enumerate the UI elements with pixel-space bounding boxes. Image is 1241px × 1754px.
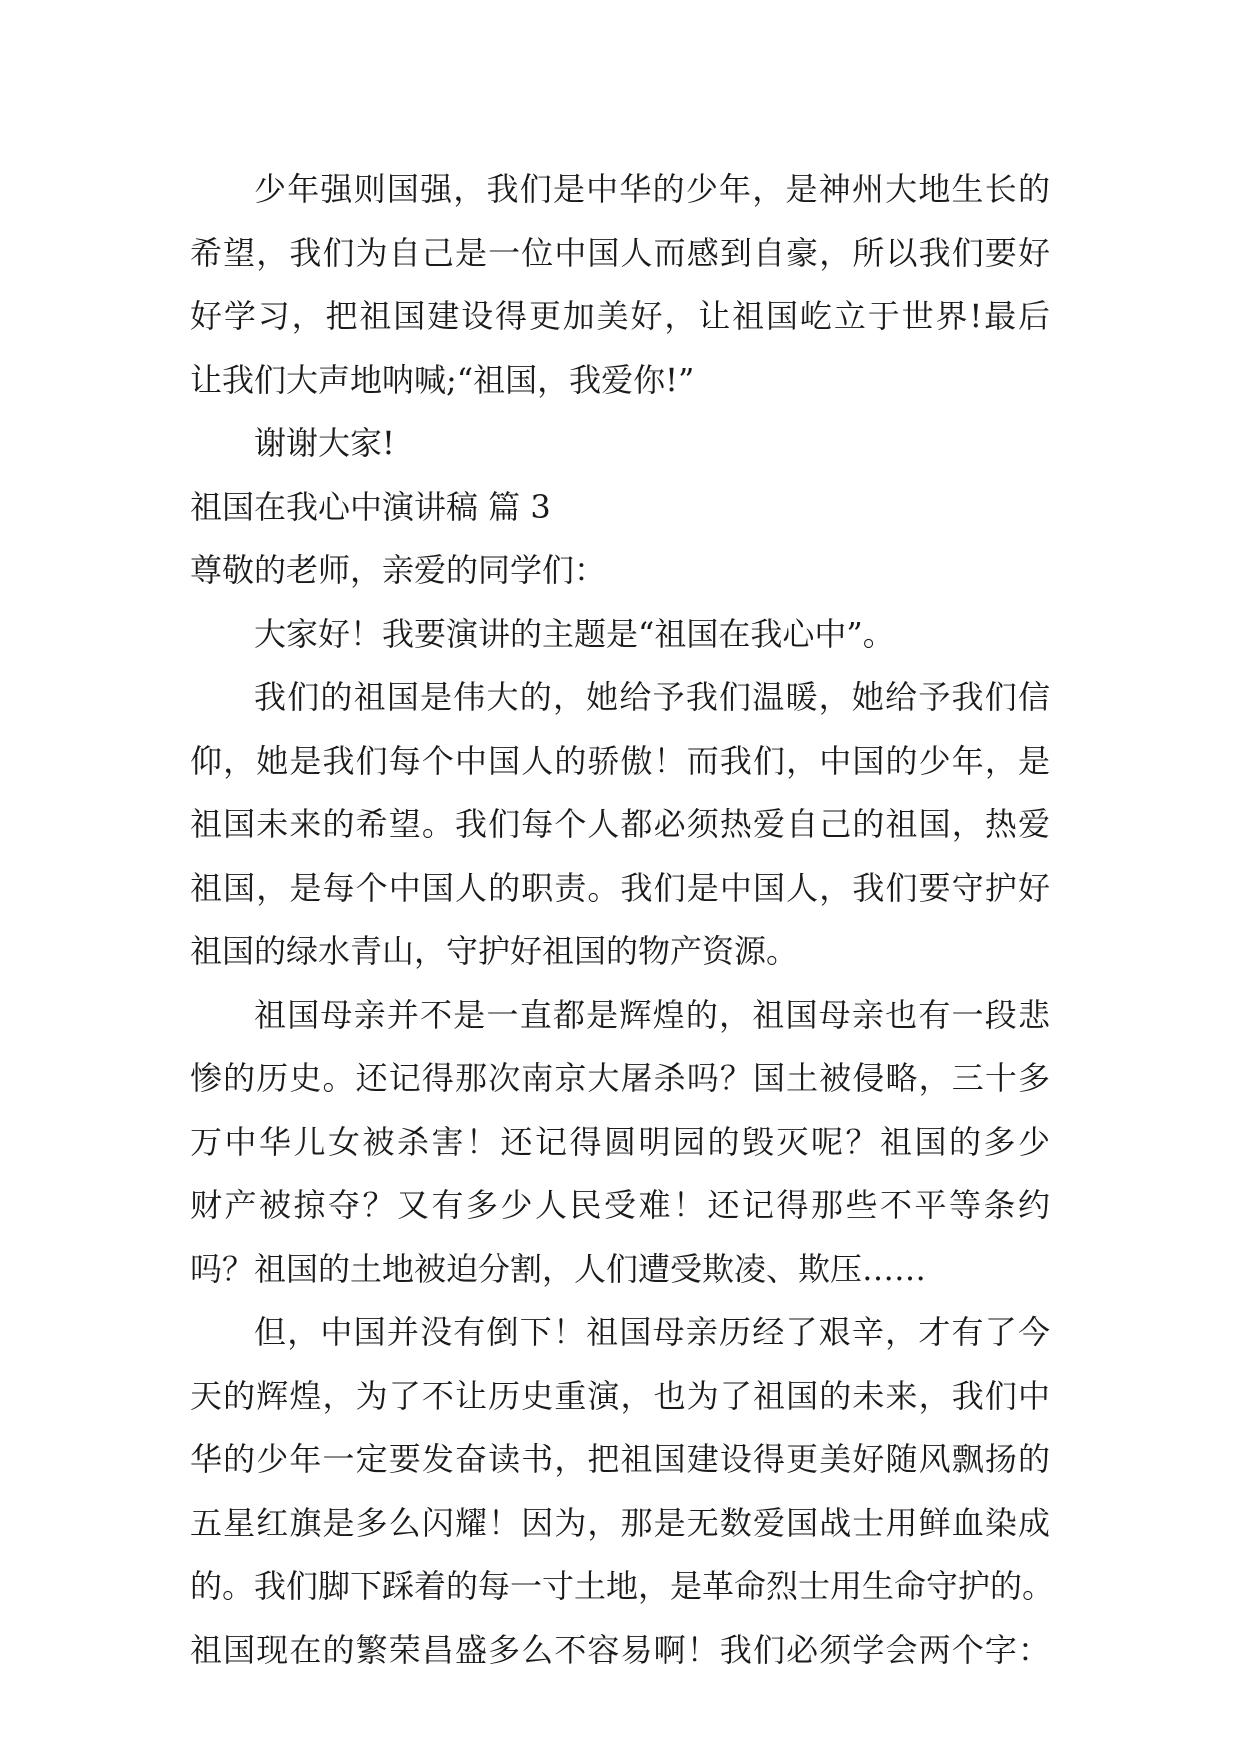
paragraph-line: 祖国母亲并不是一直都是辉煌的，祖国母亲也有一段悲 <box>254 995 1050 1034</box>
paragraph-line: 我们的祖国是伟大的，她给予我们温暖，她给予我们信 <box>254 678 1050 716</box>
paragraph-line: 吗？祖国的土地被迫分割，人们遭受欺凌、欺压…… <box>190 1249 927 1288</box>
paragraph-line: 让我们大声地呐喊;“祖国，我爱你!” <box>190 360 695 399</box>
paragraph-line: 祖国，是每个中国人的职责。我们是中国人，我们要守护好 <box>190 868 1050 907</box>
paragraph-line: 希望，我们为自己是一位中国人而感到自豪，所以我们要好 <box>190 233 1050 272</box>
speech-text <box>190 158 1055 1682</box>
paragraph-line: 华的少年一定要发奋读书，把祖国建设得更美好随风飘扬的 <box>190 1440 1050 1478</box>
paragraph-line: 惨的历史。还记得那次南京大屠杀吗？国土被侵略，三十多 <box>190 1059 1050 1097</box>
paragraph-line: 祖国现在的繁荣昌盛多么不容易啊！我们必须学会两个字： <box>190 1630 1050 1669</box>
paragraph-line: 的。我们脚下踩着的每一寸土地，是革命烈士用生命守护的。 <box>190 1567 1055 1605</box>
paragraph-line: 但，中国并没有倒下！祖国母亲历经了艰辛，才有了今 <box>254 1313 1050 1351</box>
paragraph-line: 五星红旗是多么闪耀！因为，那是无数爱国战士用鲜血染成 <box>190 1503 1050 1542</box>
paragraph-line: 天的辉煌，为了不让历史重演，也为了祖国的未来，我们中 <box>190 1376 1050 1415</box>
paragraph-line: 财产被掠夺？又有多少人民受难！还记得那些不平等条约 <box>190 1186 1050 1224</box>
paragraph-line: 大家好！我要演讲的主题是“祖国在我心中”。 <box>254 614 895 653</box>
paragraph-line: 仰，她是我们每个中国人的骄傲！而我们，中国的少年，是 <box>190 741 1050 780</box>
paragraph-line: 少年强则国强，我们是中华的少年，是神州大地生长的 <box>254 170 1050 208</box>
closing-line: 谢谢大家! <box>254 424 395 462</box>
paragraph-line: 祖国未来的希望。我们每个人都必须热爱自己的祖国，热爱 <box>190 805 1050 843</box>
salutation: 尊敬的老师，亲爱的同学们： <box>190 551 607 589</box>
paragraph-line: 祖国的绿水青山，守护好祖国的物产资源。 <box>190 932 799 970</box>
section-heading: 祖国在我心中演讲稿 篇 3 <box>190 487 551 526</box>
paragraph-line: 万中华儿女被杀害！还记得圆明园的毁灭呢？祖国的多少 <box>190 1122 1050 1161</box>
paragraph-line: 好学习，把祖国建设得更加美好，让祖国屹立于世界!最后 <box>190 297 1050 335</box>
